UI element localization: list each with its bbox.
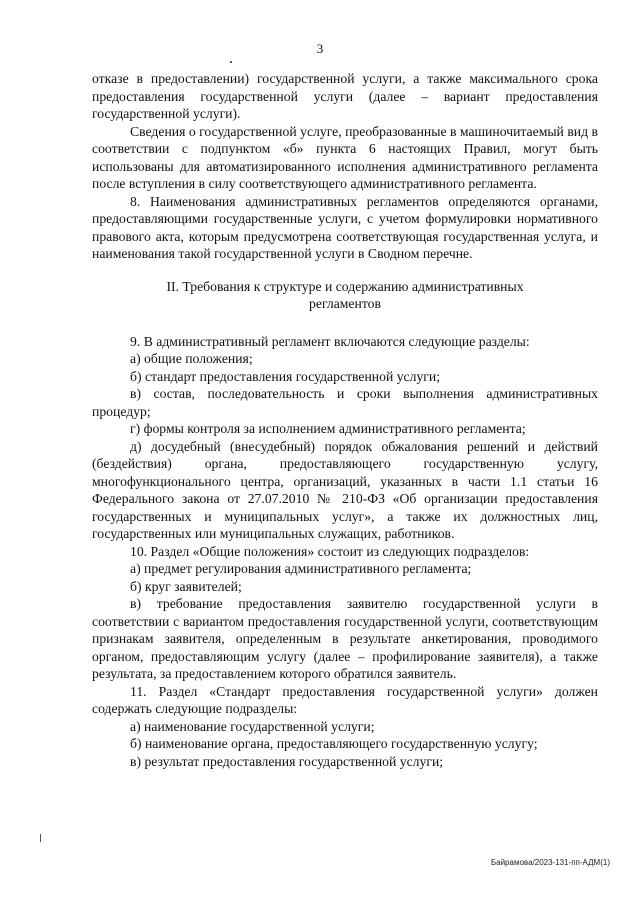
list-item: г) формы контроля за исполнением административного регламента;	[130, 421, 526, 436]
document-body	[92, 70, 598, 770]
list-item: д) досудебный (внесудебный) порядок обжалования решений и действий (бездействия) органа, предоставляющего государственную услугу, многофункционального центра, организаций, указанных в части 1.1 статьи 16 Федерального закона от 27.07.2010 № 210-ФЗ «Об организации предоставления государственных и муниципальных услуг», а также их должностных лиц, государственных или муниципальных служащих, работников.	[92, 438, 598, 541]
scan-speck	[230, 61, 232, 63]
list-item: б) наименование органа, предоставляющего государственную услугу;	[130, 736, 538, 751]
scan-speck	[40, 834, 41, 842]
list-item: а) общие положения;	[130, 351, 253, 366]
list-item: б) стандарт предоставления государственной услуги;	[130, 368, 441, 384]
list-item: в) состав, последовательность и сроки выполнения административных процедур;	[92, 386, 598, 419]
paragraph: 8. Наименования административных регламентов определяются органами, предоставляющими государственные услуги, с учетом формулировки нормативного правового акта, которым предусмотрена соответствующая государственная услуга, и наименования такой государственной услуги в Сводном перечне.	[92, 193, 598, 261]
paragraph: отказе в предоставлении) государственной услуги, а также максимального срока предоставления государственной услуги (далее – вариант предоставления государственной услуги).	[92, 71, 598, 121]
paragraph: 10. Раздел «Общие положения» состоит из следующих подразделов:	[130, 543, 530, 559]
list-item: в) результат предоставления государственной услуги;	[130, 753, 444, 769]
page-number: 3	[316, 41, 324, 56]
paragraph: 9. В административный регламент включаются следующие разделы:	[130, 333, 530, 349]
list-item: в) требование предоставления заявителю государственной услуги в соответствии с вариантом предоставления государственной услуги, соответствующим признакам заявителя, определенным в результате анкетирования, проводимого органом, предоставляющим услугу (далее – профилирование заявителя), а также результата, за предоставлением которого обратился заявитель.	[92, 596, 598, 681]
list-item: а) наименование государственной услуги;	[130, 718, 375, 734]
section-heading: II. Требования к структуре и содержанию административных регламентов	[166, 278, 524, 311]
document-footer: Байрамова/2023-131-пп-АДМ(1)	[490, 858, 610, 867]
paragraph: 11. Раздел «Стандарт предоставления государственной услуги» должен содержать следующие подразделы:	[92, 683, 598, 716]
list-item: б) круг заявителей;	[130, 578, 242, 594]
paragraph: Сведения о государственной услуге, преобразованные в машиночитаемый вид в соответствии с подпунктом «б» пункта 6 настоящих Правил, могут быть использованы для автоматизированного исполнения административного регламента после вступления в силу соответствующего административного регламента.	[92, 123, 598, 191]
list-item: а) предмет регулирования административного регламента;	[130, 561, 472, 576]
